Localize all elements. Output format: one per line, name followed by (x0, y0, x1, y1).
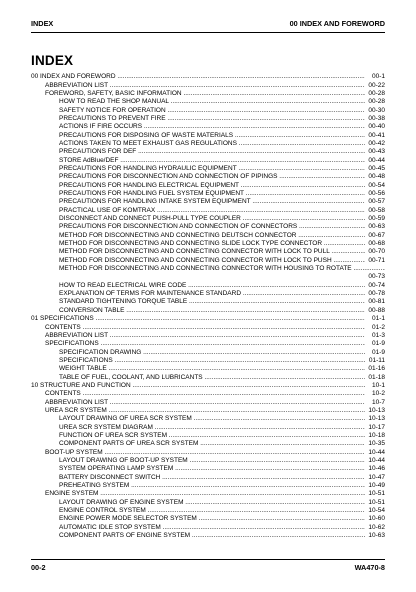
toc-entry[interactable] (31, 324, 385, 332)
toc-entry[interactable] (31, 98, 385, 106)
toc-entry-page: 00-1 (371, 73, 385, 81)
toc-entry-title: PRECAUTIONS FOR HANDLING FUEL SYSTEM EQUIPMENT ..... (59, 190, 365, 198)
toc-entry[interactable] (31, 223, 385, 231)
toc-entry-title: HOW TO READ THE SHOP MANUAL ..... (59, 98, 365, 106)
toc-entry-title: SPECIFICATION DRAWING ..... (59, 349, 365, 357)
toc-entry-page: 00-40 (368, 123, 385, 131)
toc-entry[interactable] (31, 265, 385, 273)
toc-entry-page: 00-68 (368, 240, 385, 248)
toc-entry[interactable] (31, 232, 385, 240)
toc-entry[interactable] (31, 240, 385, 248)
toc-entry[interactable] (31, 73, 385, 81)
toc-entry-title: PREHEATING SYSTEM ..... (59, 482, 365, 490)
toc-entry[interactable] (31, 515, 385, 523)
toc-entry[interactable] (31, 307, 385, 315)
toc-entry-page: 00-44 (368, 156, 385, 164)
toc-entry[interactable] (31, 449, 385, 457)
toc-entry[interactable] (31, 140, 385, 148)
toc-entry-title: 01 SPECIFICATIONS ..... (31, 315, 365, 323)
toc-entry[interactable] (31, 107, 385, 115)
toc-entry-page: 00-30 (368, 106, 385, 114)
toc-entry-page: 10-60 (368, 515, 385, 523)
toc-entry[interactable] (31, 340, 385, 348)
toc-entry[interactable] (31, 190, 385, 198)
toc-entry-page: 01-16 (368, 365, 385, 373)
toc-entry-title: WEIGHT TABLE ..... (59, 365, 365, 373)
toc-entry-title: HOW TO READ ELECTRICAL WIRE CODE ..... (59, 282, 365, 290)
toc-entry-title: CONTENTS ..... (45, 390, 365, 398)
header-rule (31, 32, 385, 33)
toc-entry-title: PRECAUTIONS FOR HANDLING HYDRAULIC EQUIPMENT ..... (59, 165, 365, 173)
toc-entry[interactable] (31, 349, 385, 357)
toc-entry-page: 01-2 (371, 323, 385, 331)
toc-entry-title: METHOD FOR DISCONNECTING AND CONNECTING SLIDE LOCK TYPE CONNECTOR ..... (59, 240, 365, 248)
toc-entry-title: SPECIFICATIONS ..... (59, 357, 365, 365)
toc-entry[interactable] (31, 165, 385, 173)
toc-entry[interactable] (31, 532, 385, 540)
toc-entry-title: METHOD FOR DISCONNECTING AND CONNECTING DEUTSCH CONNECTOR ..... (59, 232, 365, 240)
toc-entry-page: 10-1 (371, 381, 385, 389)
toc-entry-page: 00-48 (368, 173, 385, 181)
toc-entry-page: 00-28 (368, 98, 385, 106)
toc-entry-page: 10-46 (368, 465, 385, 473)
toc-entry-title: PRECAUTIONS TO PREVENT FIRE ..... (59, 115, 365, 123)
toc-entry-page: 00-81 (368, 298, 385, 306)
toc-entry-page: 10-51 (368, 490, 385, 498)
toc-entry-page: 01-9 (371, 340, 385, 348)
toc-entry[interactable] (31, 182, 385, 190)
toc-entry-continuation[interactable] (31, 273, 385, 281)
toc-entry-title: ABBREVIATION LIST ..... (45, 82, 365, 90)
toc-entry[interactable] (31, 248, 385, 256)
toc-entry-title: METHOD FOR DISCONNECTING AND CONNECTING CONNECTOR WITH LOCK TO PUSH ..... (59, 257, 365, 265)
toc-entry[interactable] (31, 357, 385, 365)
footer-model: WA470-8 (354, 563, 385, 572)
toc-entry-title: CONVERSION TABLE ..... (59, 307, 365, 315)
toc-entry[interactable] (31, 82, 385, 90)
toc-entry-title: ABBREVIATION LIST ..... (45, 399, 365, 407)
toc-entry[interactable] (31, 399, 385, 407)
toc-entry-page: 00-67 (368, 231, 385, 239)
toc-entry-title: FOREWORD, SAFETY, BASIC INFORMATION ..... (45, 90, 365, 98)
toc-entry-page: 01-18 (368, 373, 385, 381)
toc-entry[interactable] (31, 298, 385, 306)
toc-entry-page: 10-2 (371, 390, 385, 398)
toc-entry-title: SPECIFICATIONS ..... (45, 340, 365, 348)
toc-entry-page: 00-57 (368, 198, 385, 206)
toc-entry[interactable] (31, 457, 385, 465)
toc-entry[interactable] (31, 207, 385, 215)
toc-entry-title: 00 INDEX AND FOREWORD ..... (31, 73, 365, 81)
toc-entry[interactable] (31, 148, 385, 156)
toc-entry-title: PRECAUTIONS FOR DISPOSING OF WASTE MATERIALS ..... (59, 132, 365, 140)
toc-entry-page: 10-47 (368, 473, 385, 481)
toc-entry[interactable] (31, 474, 385, 482)
toc-entry-title: LAYOUT DRAWING OF UREA SCR SYSTEM ..... (59, 415, 365, 423)
toc-entry-title: COMPONENT PARTS OF UREA SCR SYSTEM ..... (59, 440, 365, 448)
toc-entry[interactable] (31, 465, 385, 473)
page-footer (31, 563, 385, 575)
toc-entry[interactable] (31, 365, 385, 373)
toc-entry-title: SYSTEM OPERATING LAMP SYSTEM ..... (59, 465, 365, 473)
toc-entry[interactable] (31, 257, 385, 265)
toc-entry-page: 10-18 (368, 431, 385, 439)
toc-entry[interactable] (31, 432, 385, 440)
toc-entry-title: STANDARD TIGHTENING TORQUE TABLE ..... (59, 298, 365, 306)
toc-entry-title: PRACTICAL USE OF KOMTRAX ..... (59, 207, 365, 215)
toc-entry-title: ABBREVIATION LIST ..... (45, 332, 365, 340)
toc-entry-title: BOOT-UP SYSTEM ..... (45, 449, 365, 457)
toc-entry-page: 10-13 (368, 406, 385, 414)
toc-entry-title: AUTOMATIC IDLE STOP SYSTEM ..... (59, 524, 365, 532)
toc-entry-page: 01-1 (371, 315, 385, 323)
toc-entry-page: 00-70 (368, 248, 385, 256)
toc-entry-page: 10-54 (368, 507, 385, 515)
toc-entry-page: 10-35 (368, 440, 385, 448)
toc-entry-title: ACTIONS IF FIRE OCCURS ..... (59, 123, 365, 131)
toc-entry-title: ACTIONS TAKEN TO MEET EXHAUST GAS REGULATIONS ..... (59, 140, 365, 148)
toc-entry-page: 00-41 (368, 131, 385, 139)
toc-entry[interactable] (31, 390, 385, 398)
toc-entry-page: 10-17 (368, 423, 385, 431)
toc-entry-page: 00-63 (368, 223, 385, 231)
toc-entry[interactable] (31, 115, 385, 123)
toc-entry-page: 00-54 (368, 181, 385, 189)
toc-entry[interactable] (31, 90, 385, 98)
toc-entry-page: 00-88 (368, 306, 385, 314)
table-of-contents (31, 73, 385, 540)
toc-entry-page: 00-74 (368, 281, 385, 289)
toc-entry-title: CONTENTS ..... (45, 324, 365, 332)
toc-entry-title: STORE AdBlue/DEF ..... (59, 157, 365, 165)
toc-entry-page: 01-9 (371, 348, 385, 356)
page-title: INDEX (31, 53, 74, 68)
toc-entry-page: 00-78 (368, 290, 385, 298)
toc-entry-page: 00-45 (368, 164, 385, 172)
toc-entry-page: 00-58 (368, 206, 385, 214)
toc-entry-page: 00-59 (368, 215, 385, 223)
footer-page-number: 00-2 (31, 563, 46, 572)
toc-entry-page: 10-49 (368, 482, 385, 490)
toc-entry-title: EXPLANATION OF TERMS FOR MAINTENANCE STANDARD ..... (59, 290, 365, 298)
toc-entry[interactable] (31, 290, 385, 298)
toc-entry[interactable] (31, 499, 385, 507)
toc-entry-title: METHOD FOR DISCONNECTING AND CONNECTING CONNECTOR WITH LOCK TO PULL ..... (59, 248, 365, 256)
toc-entry-title: PRECAUTIONS FOR DISCONNECTION AND CONNECTION OF CONNECTORS ..... (59, 223, 365, 231)
toc-entry[interactable] (31, 157, 385, 165)
toc-entry-page: 01-3 (371, 331, 385, 339)
toc-entry[interactable] (31, 440, 385, 448)
toc-entry[interactable] (31, 524, 385, 532)
toc-entry-title: TABLE OF FUEL, COOLANT, AND LUBRICANTS ..... (59, 374, 365, 382)
toc-entry[interactable] (31, 173, 385, 181)
toc-entry-title: LAYOUT DRAWING OF ENGINE SYSTEM ..... (59, 499, 365, 507)
toc-entry-title: UREA SCR SYSTEM DIAGRAM ..... (59, 424, 365, 432)
toc-entry-title: BATTERY DISCONNECT SWITCH ..... (59, 474, 365, 482)
toc-entry-page: 00-71 (368, 256, 385, 264)
toc-entry[interactable] (31, 198, 385, 206)
toc-entry-page: 10-62 (368, 523, 385, 531)
toc-entry-page: 00-38 (368, 114, 385, 122)
toc-entry[interactable] (31, 424, 385, 432)
toc-entry-title: DISCONNECT AND CONNECT PUSH-PULL TYPE COUPLER ..... (59, 215, 365, 223)
toc-entry-title: PRECAUTIONS FOR DISCONNECTION AND CONNECTION OF PIPINGS ..... (59, 173, 365, 181)
toc-entry-page: 01-11 (368, 356, 385, 364)
toc-entry-title: ENGINE SYSTEM ..... (45, 490, 365, 498)
toc-entry[interactable] (31, 332, 385, 340)
toc-entry-title: ENGINE POWER MODE SELECTOR SYSTEM ..... (59, 515, 365, 523)
toc-entry[interactable] (31, 132, 385, 140)
toc-entry[interactable] (31, 282, 385, 290)
toc-entry-title: ENGINE CONTROL SYSTEM ..... (59, 507, 365, 515)
toc-entry[interactable] (31, 374, 385, 382)
toc-entry-title: METHOD FOR DISCONNECTING AND CONNECTING CONNECTOR WITH HOUSING TO ROTATE ..... (59, 265, 385, 273)
toc-entry-page: 10-7 (371, 398, 385, 406)
toc-entry-title: PRECAUTIONS FOR DEF ..... (59, 148, 365, 156)
toc-entry-page: 10-44 (368, 457, 385, 464)
toc-entry[interactable] (31, 123, 385, 131)
toc-entry[interactable] (31, 215, 385, 223)
toc-entry-page: 10-63 (368, 532, 385, 540)
toc-entry-title: LAYOUT DRAWING OF BOOT-UP SYSTEM ..... (59, 457, 365, 465)
toc-entry-title: 10 STRUCTURE AND FUNCTION ..... (31, 382, 365, 390)
toc-entry-page: 00-22 (368, 81, 385, 89)
footer-rule (31, 559, 385, 560)
toc-entry-page: 10-51 (368, 498, 385, 506)
toc-entry-page: 00-73 (368, 273, 385, 281)
toc-entry-title: COMPONENT PARTS OF ENGINE SYSTEM ..... (59, 532, 365, 540)
toc-entry-page: 00-56 (368, 190, 385, 197)
toc-entry-page: 00-43 (368, 148, 385, 156)
header-chapter-label: 00 INDEX AND FOREWORD (289, 19, 385, 28)
toc-entry[interactable] (31, 407, 385, 415)
toc-entry[interactable] (31, 315, 385, 323)
page-header (31, 19, 385, 31)
toc-entry-title: FUNCTION OF UREA SCR SYSTEM ..... (59, 432, 365, 440)
toc-entry-title: SAFETY NOTICE FOR OPERATION ..... (59, 107, 365, 115)
toc-entry-title: UREA SCR SYSTEM ..... (45, 407, 365, 415)
toc-entry[interactable] (31, 415, 385, 423)
toc-entry-title: PRECAUTIONS FOR HANDLING INTAKE SYSTEM EQUIPMENT ..... (59, 198, 365, 206)
header-section-label: INDEX (31, 19, 54, 28)
toc-entry-page: 10-44 (368, 448, 385, 456)
toc-entry[interactable] (31, 382, 385, 390)
toc-entry[interactable] (31, 482, 385, 490)
toc-entry-page: 10-13 (368, 415, 385, 423)
toc-entry-title: PRECAUTIONS FOR HANDLING ELECTRICAL EQUIPMENT ..... (59, 182, 365, 190)
toc-entry[interactable] (31, 490, 385, 498)
toc-entry-page: 00-28 (368, 89, 385, 97)
toc-entry-page: 00-42 (368, 139, 385, 147)
toc-entry[interactable] (31, 507, 385, 515)
